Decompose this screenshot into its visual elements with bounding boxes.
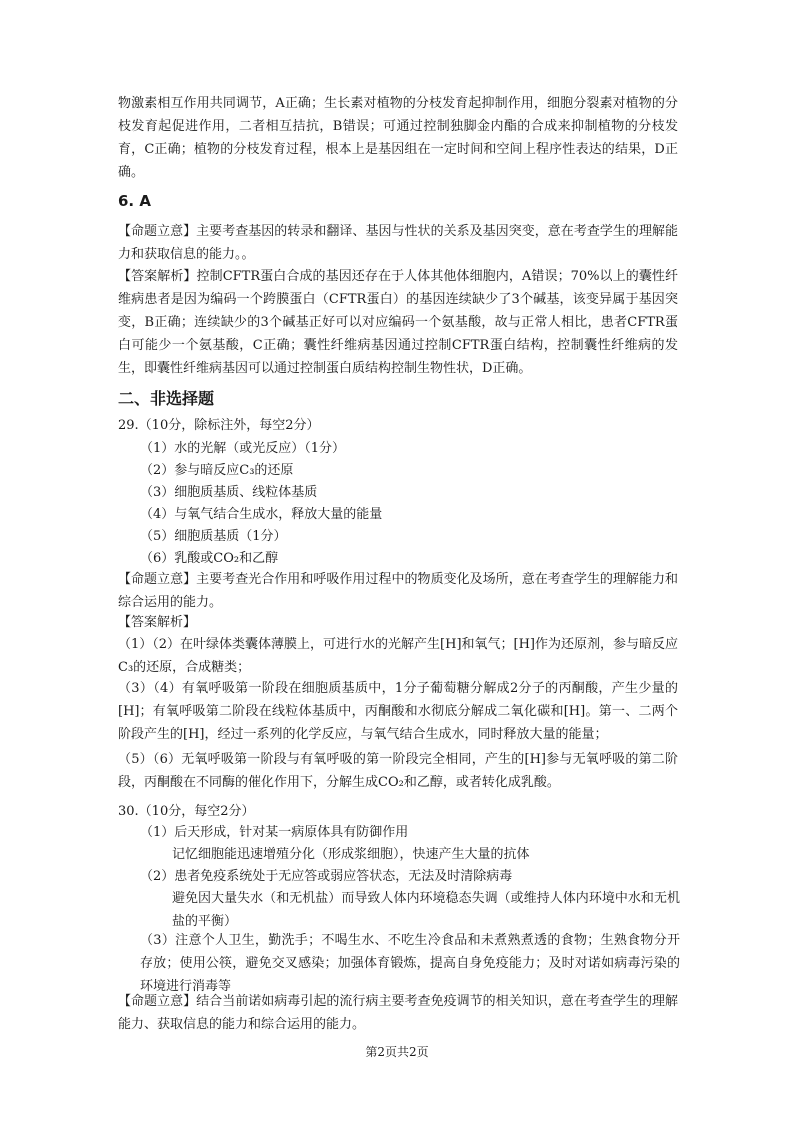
question-6-analysis: 【答案解析】控制CFTR蛋白合成的基因还存在于人体其他体细胞内，A错误；70%以上的囊性纤维病患者是因为编码一个跨膜蛋白（CFTR蛋白）的基因连续缺少了3个碱基，该变异属于基因突变，B正确；连续缺少的3个碱基正好可以对应编码一个氨基酸，故与正常人相比，患者CFTR蛋白可能少一个氨基酸，C正确；囊性纤维病基因通过控制CFTR蛋白结构，控制囊性纤维病的发生，即囊性纤维病基因可以通过控制蛋白质结构控制生物性状，D正确。 <box>118 269 678 376</box>
question-29-analysis-label: 【答案解析】 <box>118 615 197 630</box>
question-29-heading: 29.（10分，除标注外，每空2分） <box>118 418 320 433</box>
section-title: 二、非选择题 <box>118 389 215 408</box>
q30-answer-1: （1）后天形成，针对某一病原体具有防御作用 <box>140 825 409 840</box>
question-30-heading: 30.（10分，每空2分） <box>118 804 255 819</box>
q30-answer-1b: 记忆细胞能迅速增殖分化（形成浆细胞），快速产生大量的抗体 <box>172 847 530 862</box>
question-30-intent: 【命题立意】结合当前诺如病毒引起的流行病主要考查免疫调节的相关知识，意在考查学生的理解能力、获取信息的能力和综合运用的能力。 <box>118 994 678 1032</box>
question-29-intent: 【命题立意】主要考查光合作用和呼吸作用过程中的物质变化及场所，意在考查学生的理解能力和综合运用的能力。 <box>118 572 678 610</box>
q29-analysis-2: （3）（4）有氧呼吸第一阶段在细胞质基质中，1分子葡萄糖分解成2分子的丙酮酸，产生少量的[H]；有氧呼吸第二阶段在线粒体基质中，丙酮酸和水彻底分解成二氧化碳和[H]。第一、二两个阶段产生的[H]，经过一系列的化学反应，与氧气结合生成水，同时释放大量的能量； <box>118 681 678 742</box>
question-6-intent: 【命题立意】主要考查基因的转录和翻译、基因与性状的关系及基因突变，意在考查学生的理解能力和获取信息的能力。。 <box>118 224 678 262</box>
question-6-heading: 6. A <box>118 192 151 210</box>
q29-answer-1: （1）水的光解（或光反应）（1分） <box>140 441 346 456</box>
q29-answer-6: （6）乳酸或CO₂和乙醇 <box>140 551 279 566</box>
page-footer: 第2页共2页 <box>365 1045 429 1059</box>
q30-answer-2: （2）患者免疫系统处于无应答或弱应答状态，无法及时清除病毒 <box>140 869 513 884</box>
q29-answer-4: （4）与氧气结合生成水，释放大量的能量 <box>140 507 383 522</box>
q29-analysis-1: （1）（2）在叶绿体类囊体薄膜上，可进行水的光解产生[H]和氧气；[H]作为还原剂，参与暗反应C₃的还原，合成糖类； <box>118 637 679 675</box>
q30-answer-2b: 避免因大量失水（和无机盐）而导致人体内环境稳态失调（或维持人体内环境中水和无机盐的平衡） <box>172 891 680 929</box>
q29-analysis-3: （5）（6）无氧呼吸第一阶段与有氧呼吸的第一阶段完全相同，产生的[H]参与无氧呼吸的第二阶段，丙酮酸在不同酶的催化作用下，分解生成CO₂和乙醇，或者转化成乳酸。 <box>118 752 678 790</box>
q29-answer-2: （2）参与暗反应C₃的还原 <box>140 463 294 478</box>
q29-answer-3: （3）细胞质基质、线粒体基质 <box>140 485 318 500</box>
q29-answer-5: （5）细胞质基质（1分） <box>140 529 287 544</box>
paragraph-q5-continuation: 物激素相互作用共同调节，A正确；生长素对植物的分枝发育起抑制作用，细胞分裂素对植物的分枝发育起促进作用，二者相互拮抗，B错误；可通过控制独脚金内酯的合成来抑制植物的分枝发育，C正确；植物的分枝发育过程，根本上是基因组在一定时间和空间上程序性表达的结果，D正确。 <box>118 96 678 180</box>
q30-answer-3: （3）注意个人卫生，勤洗手；不喝生水、不吃生冷食品和未煮熟煮透的食物；生熟食物分开存放；使用公筷，避免交叉感染；加强体育锻炼，提高自身免疫能力；及时对诺如病毒污染的环境进行消毒等 <box>140 933 680 994</box>
